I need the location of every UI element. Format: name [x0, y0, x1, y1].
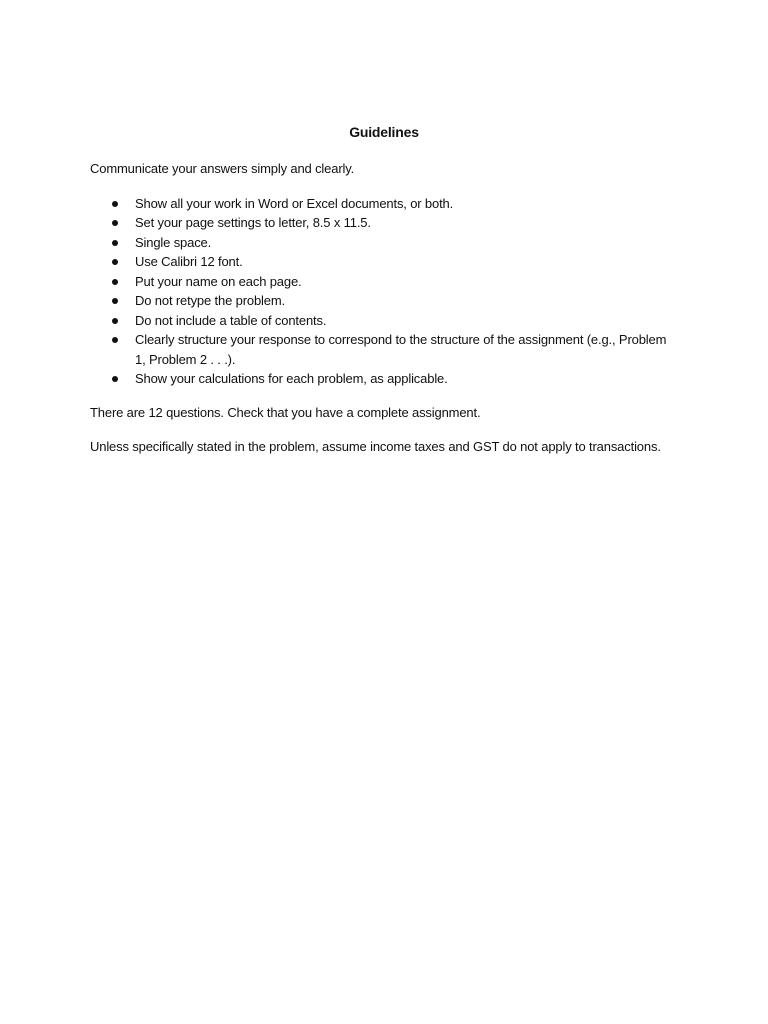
bullet-icon [112, 220, 118, 226]
list-item [90, 330, 680, 369]
list-item-text: Single space. [135, 234, 212, 250]
list-item-text: Use Calibri 12 font. [135, 254, 243, 269]
intro-paragraph: Communicate your answers simply and clearly. [90, 161, 355, 176]
list-item-text: Put your name on each page. [135, 273, 302, 289]
bullet-icon [112, 337, 118, 343]
list-item [90, 213, 680, 233]
bullet-icon [112, 201, 118, 207]
bullet-icon [112, 279, 118, 285]
list-item-text: Show your calculations for each problem, as applicable. [135, 371, 448, 386]
list-item [90, 272, 680, 292]
list-item [90, 291, 680, 311]
bullet-icon [112, 318, 118, 324]
bullet-icon [112, 240, 118, 246]
list-item-text: Set your page settings to letter, 8.5 x 11.5. [135, 215, 371, 230]
list-item-text: Do not include a table of contents. [135, 312, 327, 328]
bullet-icon [112, 298, 118, 304]
guidelines-list [90, 194, 680, 389]
tax-note: Unless specifically stated in the problem, assume income taxes and GST do not apply to transactions. [90, 439, 661, 454]
list-item [90, 252, 680, 272]
list-item-text: Show all your work in Word or Excel documents, or both. [135, 195, 454, 211]
page-title: Guidelines [349, 124, 419, 140]
list-item [90, 233, 680, 253]
bullet-icon [112, 259, 118, 265]
list-item [90, 311, 680, 331]
bullet-icon [112, 376, 118, 382]
list-item-text: Clearly structure your response to correspond to the structure of the assignment (e.g., Problem 1, Problem 2 . . .). [135, 332, 667, 367]
questions-note: There are 12 questions. Check that you have a complete assignment. [90, 404, 481, 420]
list-item [90, 369, 680, 389]
document-body [90, 159, 680, 457]
list-item [90, 194, 680, 214]
list-item-text: Do not retype the problem. [135, 293, 286, 308]
